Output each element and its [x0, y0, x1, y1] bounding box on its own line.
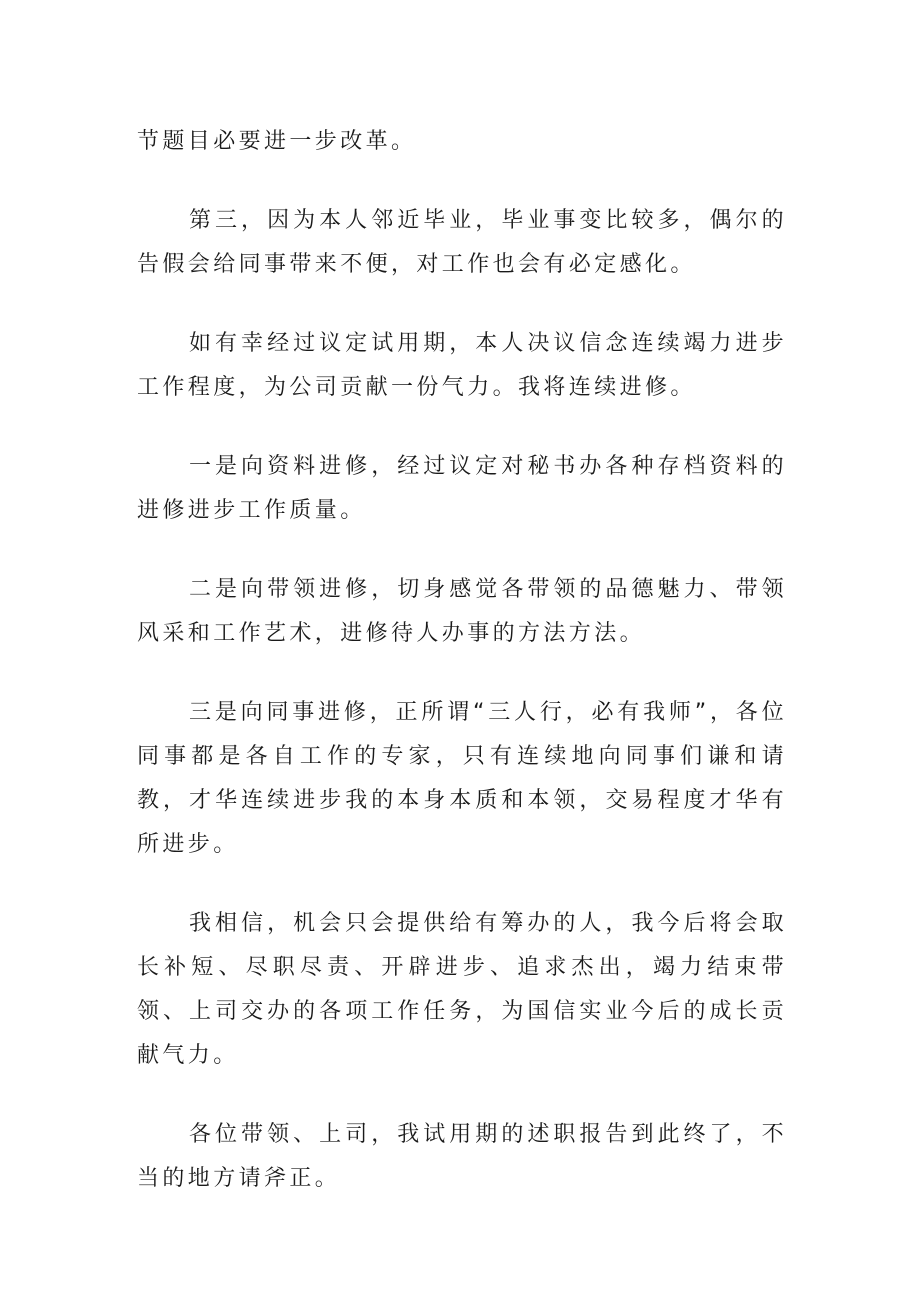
paragraph-learn-from-colleagues: 三是向同事进修，正所谓“三人行，必有我师”，各位同事都是各自工作的专家，只有连续地向同事们谦和请教，才华连续进步我的本身本质和本领，交易程度才华有所进步。	[137, 700, 787, 857]
document-body	[137, 120, 787, 1236]
paragraph-learn-from-leaders: 二是向带领进修，切身感觉各带领的品德魅力、带领风采和工作艺术，进修待人办事的方法方法。	[137, 577, 787, 646]
paragraph-third-point: 第三，因为本人邻近毕业，毕业事变比较多，偶尔的告假会给同事带来不便，对工作也会有必定感化。	[137, 208, 787, 277]
paragraph-probation-commitment: 如有幸经过议定试用期，本人决议信念连续竭力进步工作程度，为公司贡献一份气力。我将连续进修。	[137, 331, 787, 400]
paragraph-closing: 各位带领、上司，我试用期的述职报告到此终了，不当的地方请斧正。	[137, 1122, 787, 1191]
paragraph-learn-from-materials: 一是向资料进修，经过议定对秘书办各种存档资料的进修进步工作质量。	[137, 454, 787, 523]
paragraph-personal-belief: 我相信，机会只会提供给有筹办的人，我今后将会取长补短、尽职尽责、开辟进步、追求杰出，竭力结束带领、上司交办的各项工作任务，为国信实业今后的成长贡献气力。	[137, 911, 787, 1068]
paragraph-continuation: 节题目必要进一步改革。	[137, 129, 417, 154]
